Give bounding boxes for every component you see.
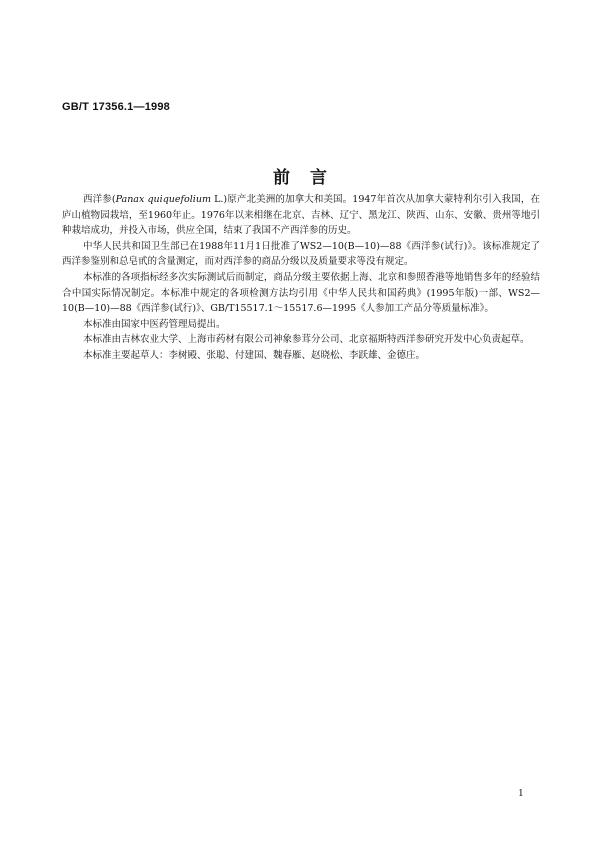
paragraph-basis: 本标准的各项指标经多次实际测试后而制定，商品分级主要依据上海、北京和参照香港等地销售多年的经验结合中国实际情况制定。本标准中规定的各项检测方法均引用《中华人民共和国药典》(1995年版)一部、WS2—10(B—10)—88《西洋参(试行)》、GB/T15517.1～15517.6—1995《人参加工产品分等质量标准》。 — [62, 271, 540, 315]
standard-number: GB/T 17356.1—1998 — [62, 101, 170, 113]
paragraph-origin — [62, 192, 540, 239]
latin-species-name: Panax quiquefolium — [115, 194, 211, 205]
paragraph-ministry-approval: 中华人民共和国卫生部已在1988年11月1日批准了WS2—10(B—10)—88《西洋参(试行)》。该标准规定了西洋参鉴别和总皂甙的含量测定，而对西洋参的商品分级以及质量要求等没有规定。 — [62, 240, 540, 268]
paragraph-drafters: 本标准主要起草人：李树殿、张聪、付建国、魏春雁、赵晓松、李跃雄、金德庄。 — [83, 349, 426, 361]
paragraph-drafting-units: 本标准由吉林农业大学、上海市药材有限公司神象参茸分公司、北京福斯特西洋参研究开发中心负责起草。 — [83, 334, 530, 346]
paragraph-proposer: 本标准由国家中医药管理局提出。 — [83, 318, 226, 330]
foreword-body — [62, 192, 540, 364]
paragraph-origin-text: L.)原产北美洲的加拿大和美国。1947年首次从加拿大蒙特利尔引入我国，在庐山植物园栽培，至1960年止。1976年以来相继在北京、吉林、辽宁、黑龙江、陕西、山东、安徽、贵州等地引种栽培成功，并投入市场，供应全国，结束了我国不产西洋参的历史。 — [62, 194, 540, 237]
page-number: 1 — [518, 787, 524, 799]
page-title: 前言 — [273, 168, 347, 188]
paragraph-origin-lead: 西洋参( — [83, 194, 116, 205]
